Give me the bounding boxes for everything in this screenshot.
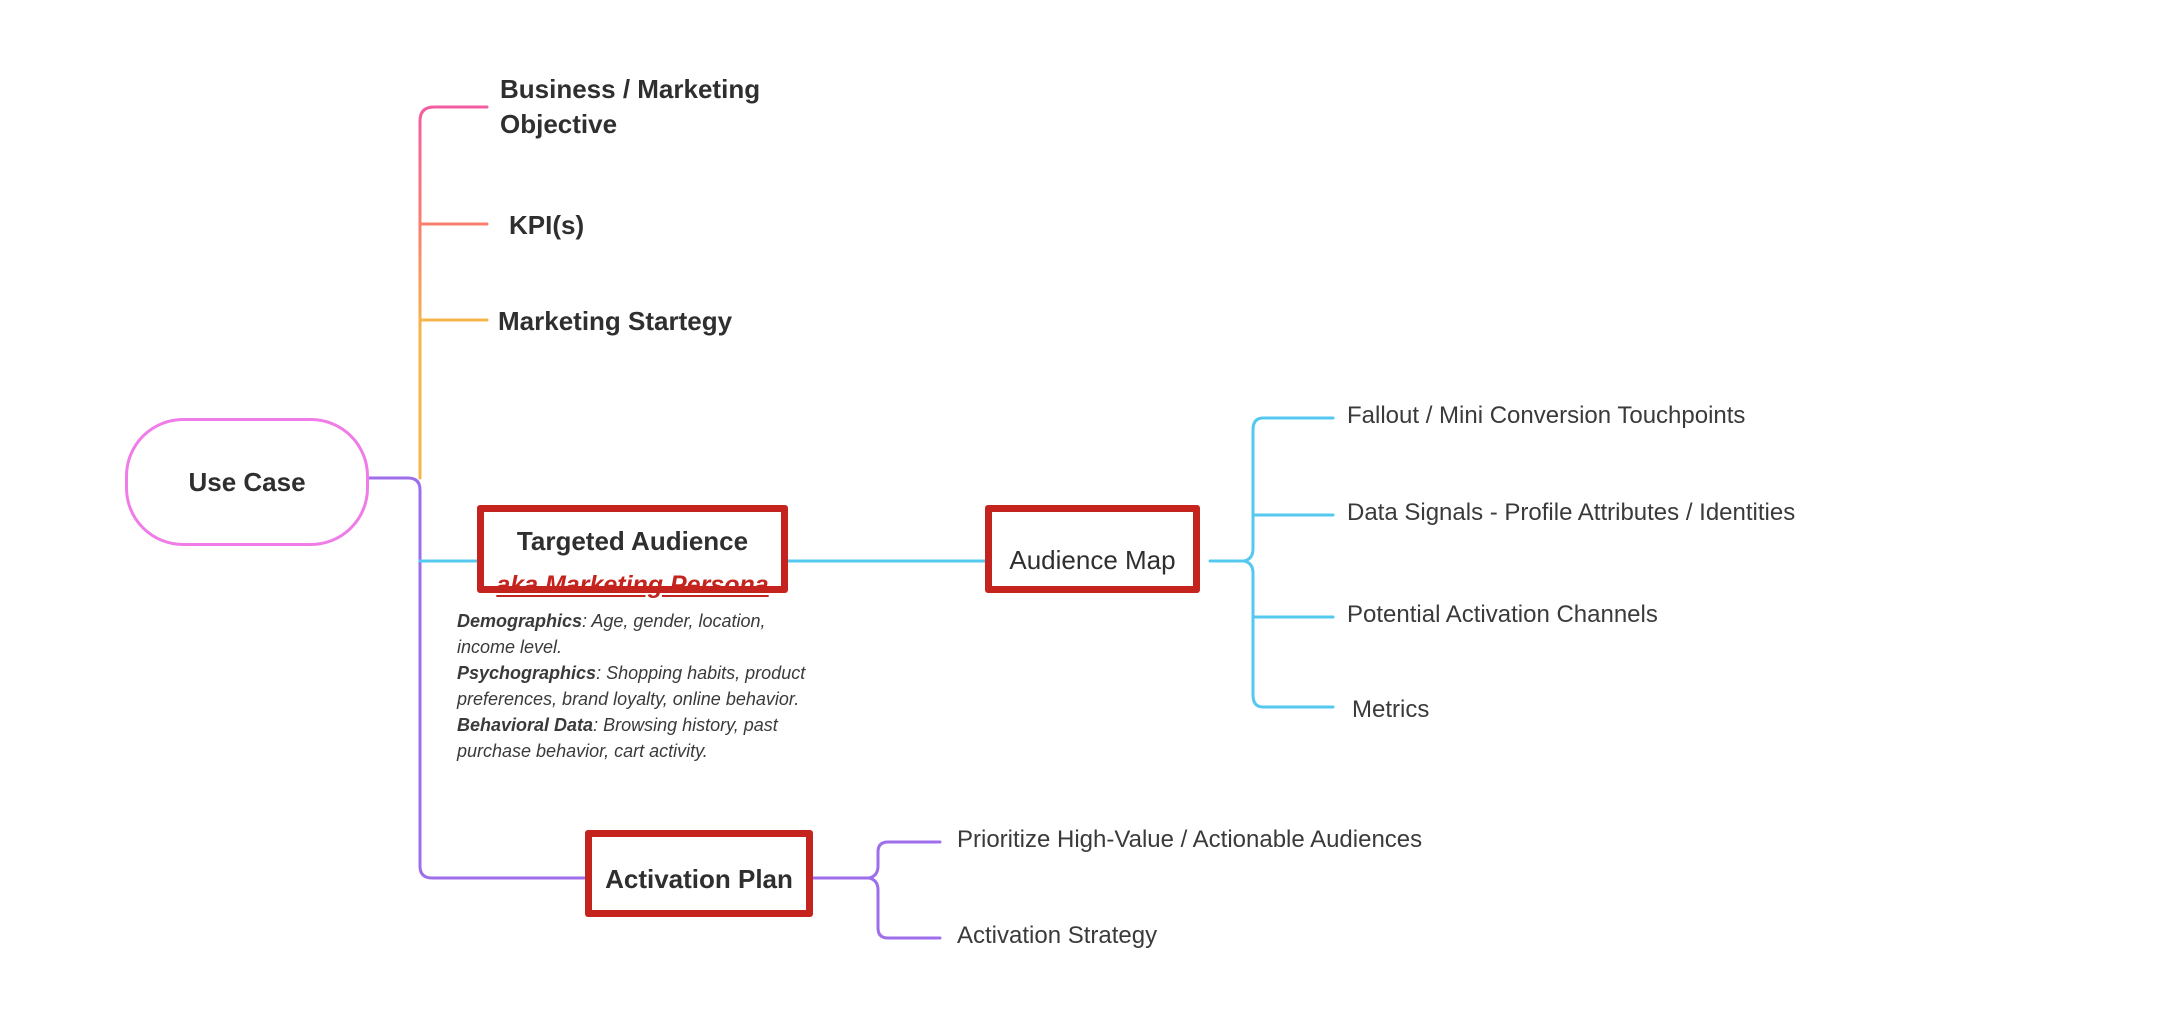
node-marketing-strategy[interactable] — [498, 304, 732, 339]
targeted-audience-subtitle: aka Marketing Persona — [496, 571, 769, 599]
node-label: Data Signals - Profile Attributes / Identities — [1347, 499, 1796, 526]
node-label: Prioritize High-Value / Actionable Audiences — [957, 826, 1423, 853]
node-label: Potential Activation Channels — [1347, 601, 1658, 628]
node-label: Business / Marketing Objective — [500, 74, 761, 140]
node-targeted-audience[interactable] — [477, 505, 788, 599]
audiencemap-child-up-line — [1244, 418, 1333, 561]
node-fallout-touchpoints[interactable] — [1347, 402, 1745, 430]
detail-psychographics: Psychographics: Shopping habits, product preferences, brand loyalty, online behavior. — [457, 663, 806, 710]
node-prioritize-audiences[interactable] — [957, 826, 1422, 854]
targeted-audience-title: Targeted Audience — [516, 525, 749, 556]
root-node-label: Use Case — [188, 466, 306, 497]
activation-child-down-line — [869, 878, 940, 938]
detail-behavioral-data: Behavioral Data: Browsing history, past purchase behavior, cart activity. — [457, 715, 778, 762]
node-activation-strategy[interactable] — [957, 922, 1157, 950]
activation-child-up-line — [869, 842, 940, 878]
trunk-top-gradient-line — [420, 107, 487, 478]
audience-map-label: Audience Map — [1009, 544, 1176, 575]
detail-demographics: Demographics: Age, gender, location, income level. — [457, 611, 766, 658]
node-potential-activation-channels[interactable] — [1347, 601, 1658, 629]
node-label: KPI(s) — [509, 210, 585, 240]
node-label: Fallout / Mini Conversion Touchpoints — [1347, 402, 1746, 429]
targeted-audience-details — [457, 608, 819, 765]
node-metrics[interactable] — [1352, 696, 1429, 724]
node-data-signals[interactable] — [1347, 499, 1795, 527]
node-kpis[interactable] — [509, 208, 584, 243]
audiencemap-child-down-line — [1244, 561, 1333, 707]
node-label: Marketing Startegy — [498, 306, 733, 336]
node-label: Metrics — [1352, 696, 1430, 723]
activation-plan-label: Activation Plan — [605, 864, 793, 894]
root-node-use-case[interactable] — [125, 418, 369, 546]
node-activation-plan[interactable] — [585, 830, 813, 917]
node-business-marketing-objective[interactable] — [500, 72, 800, 142]
node-label: Activation Strategy — [957, 922, 1158, 949]
node-audience-map[interactable] — [985, 505, 1200, 593]
